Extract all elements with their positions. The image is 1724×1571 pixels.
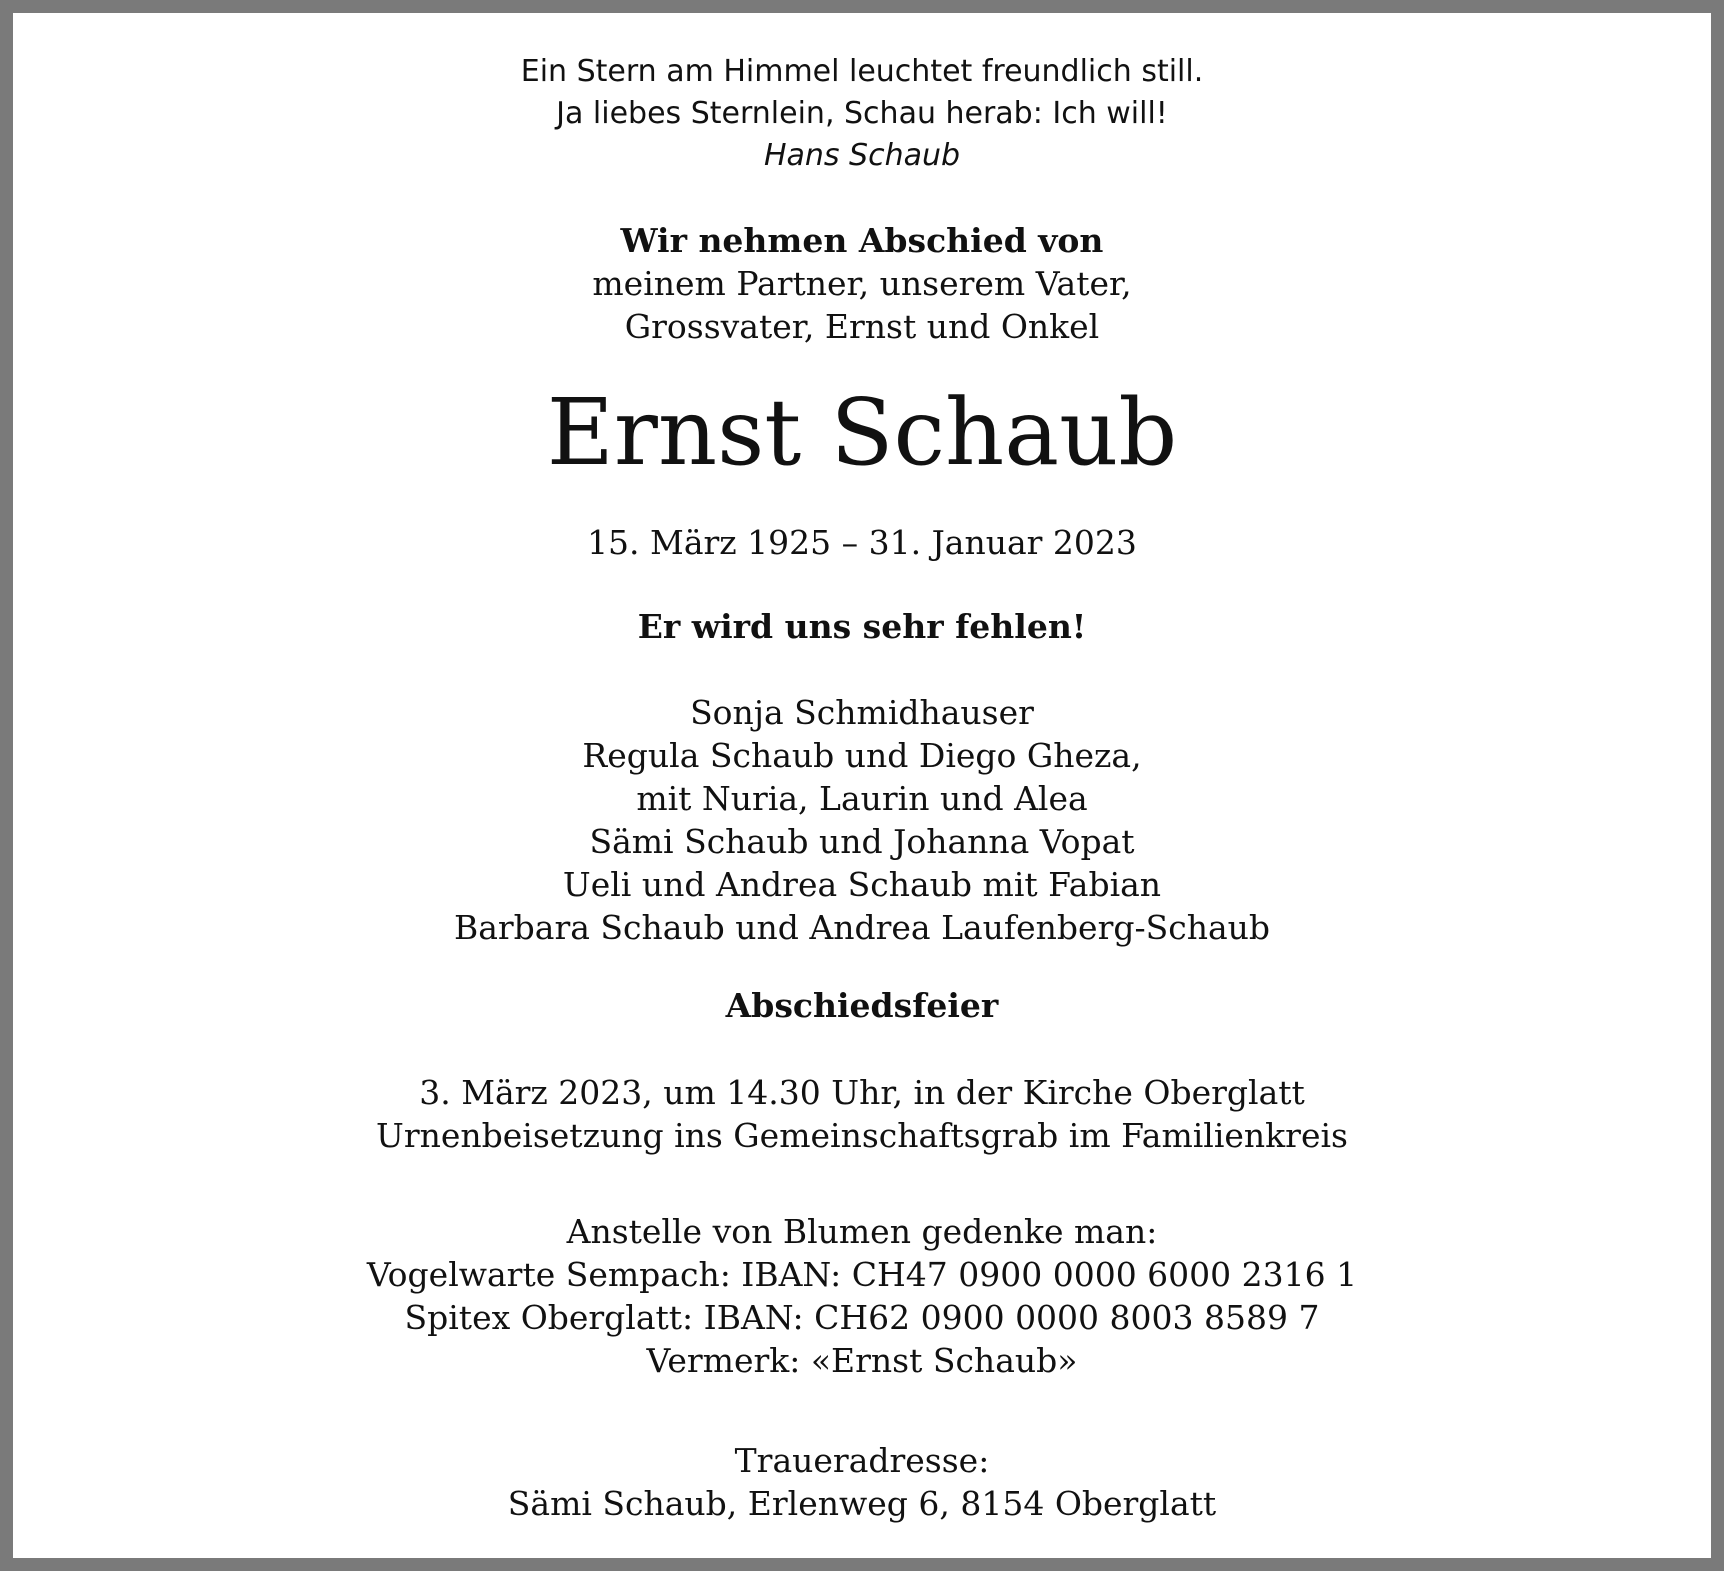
farewell-line-1: 3. März 2023, um 14.30 Uhr, in der Kirche Oberglatt — [419, 1073, 1305, 1112]
intro-line-2: Grossvater, Ernst und Onkel — [624, 307, 1100, 346]
donations-intro: Anstelle von Blumen gedenke man: — [566, 1212, 1158, 1251]
address-value: Sämi Schaub, Erlenweg 6, 8154 Oberglatt — [507, 1484, 1217, 1523]
mourner: Sonja Schmidhauser — [690, 693, 1034, 732]
farewell-line-2: Urnenbeisetzung ins Gemeinschaftsgrab im Familienkreis — [376, 1116, 1348, 1155]
deceased-name: Ernst Schaub — [546, 379, 1178, 486]
mourner: Regula Schaub und Diego Gheza, — [582, 736, 1142, 775]
message: Er wird uns sehr fehlen! — [637, 607, 1087, 646]
donation-note: Vermerk: «Ernst Schaub» — [646, 1341, 1078, 1380]
poem-line-1: Ein Stern am Himmel leuchtet freundlich still. — [520, 54, 1204, 89]
donations — [13, 1210, 1711, 1382]
donation-line-2: Spitex Oberglatt: IBAN: CH62 0900 0000 8003 8589 7 — [404, 1298, 1320, 1337]
farewell-heading: Abschiedsfeier — [725, 986, 999, 1025]
poem-line-2: Ja liebes Sternlein, Schau herab: Ich will! — [556, 96, 1168, 131]
mourner: Sämi Schaub und Johanna Vopat — [589, 822, 1135, 861]
intro-heading: Wir nehmen Abschied von — [620, 221, 1104, 260]
life-dates: 15. März 1925 – 31. Januar 2023 — [587, 523, 1137, 562]
mourner: Ueli und Andrea Schaub mit Fabian — [562, 865, 1162, 904]
donation-line-1: Vogelwarte Sempach: IBAN: CH47 0900 0000 6000 2316 1 — [366, 1255, 1358, 1294]
obituary-notice — [13, 13, 1711, 1558]
address-label: Traueradresse: — [734, 1441, 990, 1480]
mourner: mit Nuria, Laurin und Alea — [636, 779, 1088, 818]
poem-author: Hans Schaub — [763, 138, 961, 173]
mourning-address — [13, 1439, 1711, 1525]
mourners-list — [13, 691, 1711, 949]
poem — [13, 51, 1711, 177]
intro-line-1: meinem Partner, unserem Vater, — [592, 264, 1132, 303]
mourner: Barbara Schaub und Andrea Laufenberg-Schaub — [453, 908, 1271, 947]
farewell-details — [13, 1071, 1711, 1157]
intro — [13, 219, 1711, 348]
